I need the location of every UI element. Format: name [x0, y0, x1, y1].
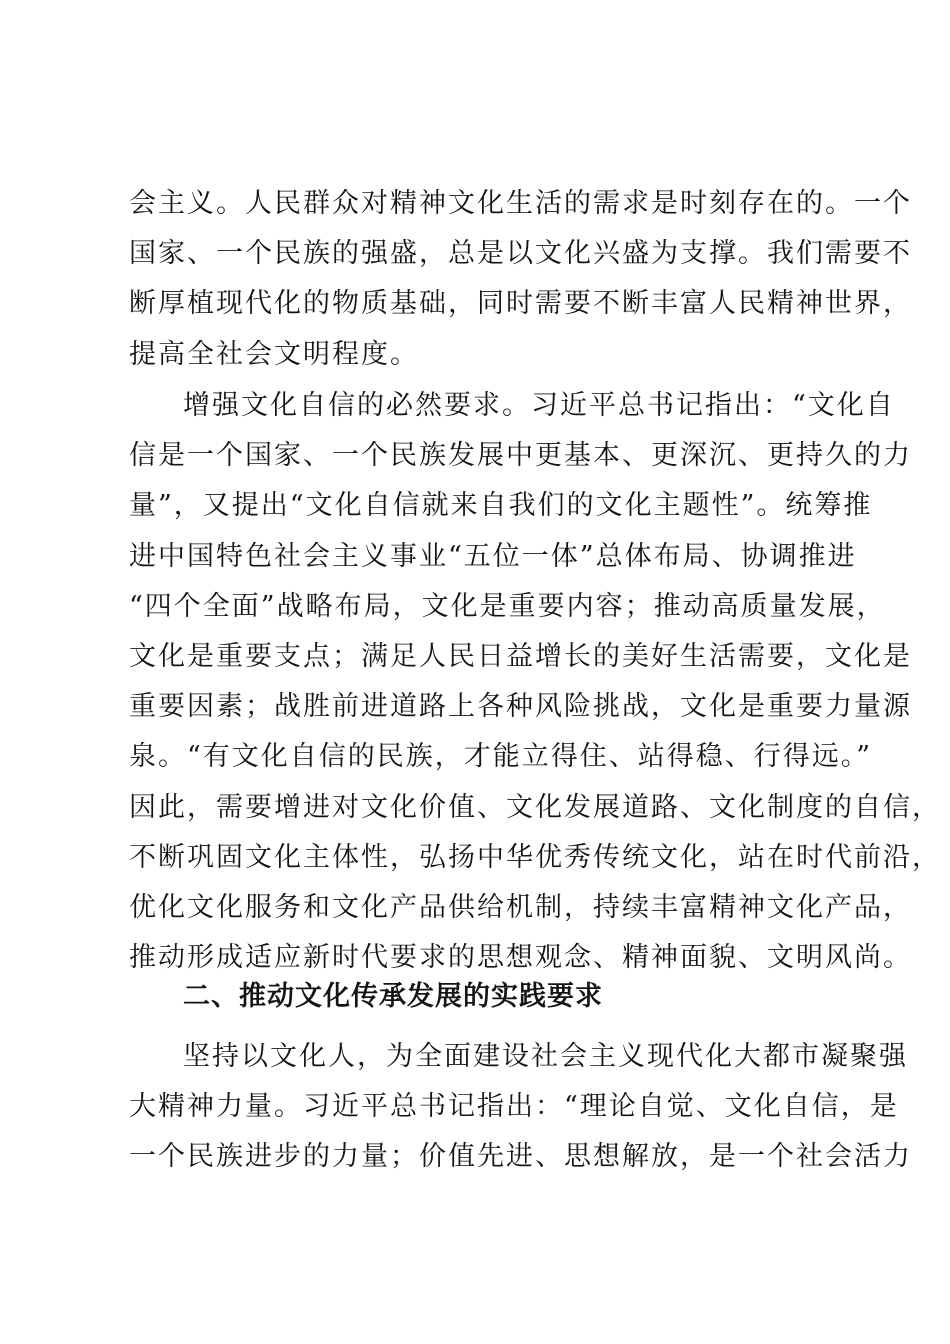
paragraph-3-line: 坚持以文化人，为全面建设社会主义现代化大都市凝聚强	[183, 1041, 908, 1072]
paragraph-1-line: 会主义。人民群众对精神文化生活的需求是时刻存在的。一个	[129, 188, 912, 219]
paragraph-2-line: 增强文化自信的必然要求。习近平总书记指出：“文化自	[183, 390, 895, 421]
paragraph-1-line: 提高全社会文明程度。	[129, 338, 419, 370]
paragraph-2-line: “四个全面”战略布局，文化是重要内容；推动高质量发展，	[129, 590, 886, 622]
paragraph-3-line: 大精神力量。习近平总书记指出：“理论自觉、文化自信，是	[129, 1091, 899, 1123]
paragraph-2-line: 因此，需要增进对文化价值、文化发展道路、文化制度的自信，	[129, 791, 941, 823]
paragraph-2-line: 量”，又提出“文化自信就来自我们的文化主题性”。统筹推	[129, 490, 873, 522]
paragraph-1-line: 国家、一个民族的强盛，总是以文化兴盛为支撑。我们需要不	[129, 238, 912, 270]
paragraph-3	[129, 1032, 912, 1183]
section-heading: 二、推动文化传承发展的实践要求	[183, 981, 603, 1012]
paragraph-2	[129, 381, 941, 983]
paragraph-1	[129, 179, 912, 380]
paragraph-2-line: 优化文化服务和文化产品供给机制，持续丰富精神文化产品，	[129, 891, 912, 923]
paragraph-2-line: 文化是重要支点；满足人民日益增长的美好生活需要，文化是	[129, 640, 912, 672]
paragraph-3-line: 一个民族进步的力量；价值先进、思想解放，是一个社会活力	[129, 1141, 912, 1173]
paragraph-2-line: 重要因素；战胜前进道路上各种风险挑战，文化是重要力量源	[129, 691, 912, 723]
paragraph-2-line: 信是一个国家、一个民族发展中更基本、更深沉、更持久的力	[129, 440, 912, 472]
paragraph-2-line: 泉。“有文化自信的民族，才能立得住、站得稳、行得远。”	[129, 741, 873, 773]
paragraph-2-line: 不断巩固文化主体性，弘扬中华优秀传统文化，站在时代前沿，	[129, 841, 941, 873]
paragraph-2-line: 进中国特色社会主义事业“五位一体”总体布局、协调推进	[129, 540, 857, 572]
paragraph-1-line: 断厚植现代化的物质基础，同时需要不断丰富人民精神世界，	[129, 288, 912, 320]
paragraph-2-line: 推动形成适应新时代要求的思想观念、精神面貌、文明风尚。	[129, 942, 912, 974]
